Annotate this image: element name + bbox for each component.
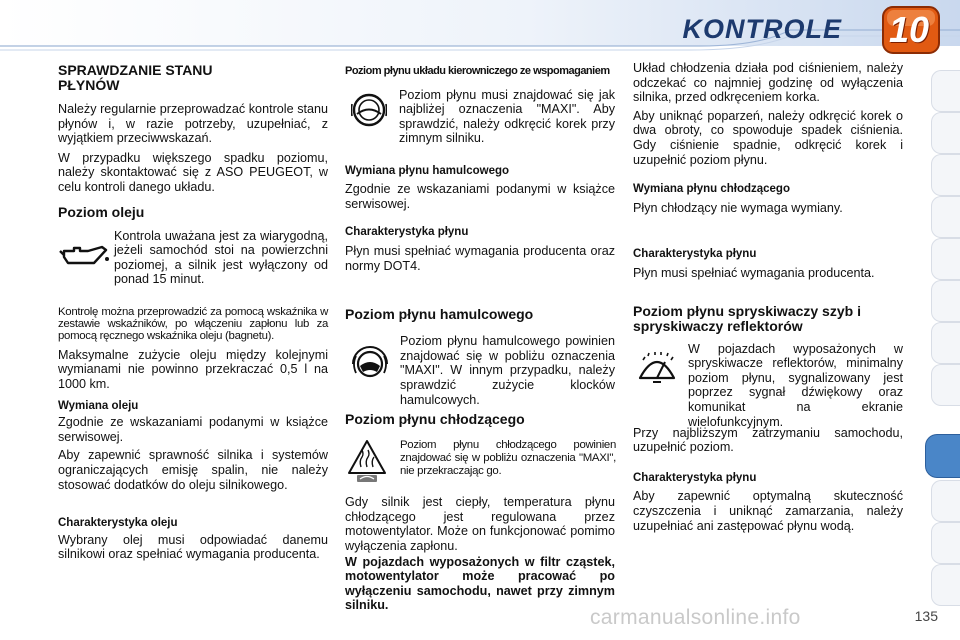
brake-fluid-icon <box>351 346 389 382</box>
chapter-number: 10 <box>888 9 930 50</box>
brake-change-paragraph: Zgodnie ze wskazaniami podanymi w książce serwisowej. <box>345 182 615 211</box>
intro-paragraph: Należy regularnie przeprowadzać kontrole stanu płynów i, w razie potrzeby, uzupełniać, z wyjątkiem przeciwwskazań. <box>58 102 328 146</box>
oil-paragraph: Maksymalne zużycie oleju między kolejnymi wymianami nie powinno przekraczać 0,5 l na 1000 km. <box>58 347 328 391</box>
oil-paragraph: Kontrola uważana jest za wiarygodną, jeżeli samochód stoi na powierzchni poziomej, a silnik jest wyłączony od ponad 15 minut. <box>114 228 328 287</box>
side-tab[interactable] <box>931 522 960 564</box>
side-tab[interactable] <box>931 280 960 322</box>
coolant-spec-paragraph: Płyn musi spełniać wymagania producenta. <box>633 265 875 280</box>
washer-spec-title: Charakterystyka płynu <box>633 471 757 484</box>
brake-change-title: Wymiana płynu hamulcowego <box>345 164 510 177</box>
side-tab[interactable] <box>931 238 960 280</box>
side-tab[interactable] <box>931 364 960 406</box>
coolant-level-title: Poziom płynu chłodzącego <box>345 411 525 428</box>
coolant-change-title: Wymiana płynu chłodzącego <box>633 183 790 196</box>
washer-paragraph: W pojazdach wyposażonych w spryskiwacze reflektorów, minimalny poziom płynu, sygnalizowany jest poprzez sygnał dźwiękowy oraz komunikat na ekranie wielofunkcyjnym. <box>688 341 903 429</box>
column-right <box>633 60 903 533</box>
washer-paragraph: Przy najbliższym zatrzymaniu samochodu, uzupełnić poziom. <box>633 425 903 455</box>
chapter-title: KONTROLE <box>682 14 842 44</box>
washer-level-title: Poziom płynu spryskiwaczy szyb i spryskiwaczy reflektorów <box>633 302 861 334</box>
power-steering-paragraph: Poziom płynu musi znajdować się jak najbliżej oznaczenia "MAXI". Aby sprawdzić, należy odkręcić korek przy zimnym silniku. <box>399 87 615 146</box>
column-middle <box>345 60 615 613</box>
washer-fluid-icon <box>637 350 677 386</box>
side-tab[interactable] <box>931 196 960 238</box>
oil-level-title: Poziom oleju <box>58 203 145 220</box>
washer-spec-paragraph: Aby zapewnić optymalną skuteczność czyszczenia i uniknąć zamarzania, należy uzupełniać ani zastępować płynu wodą. <box>633 489 903 533</box>
power-steering-title: Poziom płynu układu kierowniczego ze wspomaganiem <box>345 65 610 77</box>
coolant-paragraph: Gdy silnik jest ciepły, temperatura płynu chłodzącego jest regulowana przez motowentylator. Może on funkcjonować pomimo wyłączenia zapłonu. <box>345 495 615 553</box>
intro-paragraph: W przypadku większego spadku poziomu, należy skontaktować się z ASO PEUGEOT, w celu kontroli danego układu. <box>58 150 328 194</box>
cooling-paragraph: Aby uniknąć poparzeń, należy odkręcić korek o dwa obroty, co spowoduje spadek ciśnienia. Gdy ciśnienie spadnie, odkręcić korek i uzupełnić poziom płynu. <box>633 108 903 167</box>
coolant-spec-title: Charakterystyka płynu <box>633 248 757 261</box>
brake-paragraph: Poziom płynu hamulcowego powinien znajdować się w pobliżu oznaczenia "MAXI". W innym przypadku, należy sprawdzić zużycie klocków hamulcowych. <box>400 334 615 407</box>
hot-warning-icon <box>347 439 387 483</box>
side-tab[interactable] <box>931 70 960 112</box>
oil-can-icon <box>58 241 110 271</box>
side-tab[interactable] <box>931 322 960 364</box>
column-left <box>58 60 328 562</box>
side-tab[interactable] <box>931 480 960 522</box>
oil-change-paragraph: Zgodnie ze wskazaniami podanymi w książce serwisowej. <box>58 415 328 444</box>
oil-paragraph: Kontrolę można przeprowadzić za pomocą wskaźnika w zestawie wskaźników, po włączeniu zapłonu lub za pomocą ręcznego wskaźnika oleju (bagnetu). <box>58 305 328 343</box>
coolant-change-paragraph: Płyn chłodzący nie wymaga wymiany. <box>633 200 843 215</box>
oil-change-paragraph: Aby zapewnić sprawność silnika i systemów ograniczających emisję spalin, nie należy stosować dodatków do oleju silnikowego. <box>58 448 328 492</box>
side-tab[interactable] <box>931 154 960 196</box>
cooling-paragraph: Układ chłodzenia działa pod ciśnieniem, należy odczekać co najmniej godzinę od wyłączenia silnika, przed odkręceniem korka. <box>633 61 903 105</box>
page-number: 135 <box>914 608 938 624</box>
steering-wheel-icon <box>351 92 387 128</box>
side-tab-active[interactable] <box>925 434 960 478</box>
brake-level-title: Poziom płynu hamulcowego <box>345 306 534 323</box>
side-tab[interactable] <box>931 112 960 154</box>
side-tab[interactable] <box>931 564 960 606</box>
coolant-warning: Poziom płynu chłodzącego powinien znajdować się w pobliżu oznaczenia "MAXI", nie przekraczając go. <box>400 439 616 477</box>
section-title: SPRAWDZANIE STANU PŁYNÓW <box>58 62 213 93</box>
brake-spec-paragraph: Płyn musi spełniać wymagania producenta oraz normy DOT4. <box>345 243 615 273</box>
coolant-bold-paragraph: W pojazdach wyposażonych w filtr cząstek, motowentylator może pracować po wyłączeniu samochodu, nawet przy zimnym silniku. <box>345 554 615 613</box>
oil-spec-paragraph: Wybrany olej musi odpowiadać danemu silnikowi oraz spełniać wymagania producenta. <box>58 532 328 562</box>
brake-spec-title: Charakterystyka płynu <box>345 226 469 239</box>
oil-spec-title: Charakterystyka oleju <box>58 517 178 530</box>
oil-change-title: Wymiana oleju <box>58 399 139 412</box>
watermark: carmanualsonline.info <box>590 606 801 629</box>
